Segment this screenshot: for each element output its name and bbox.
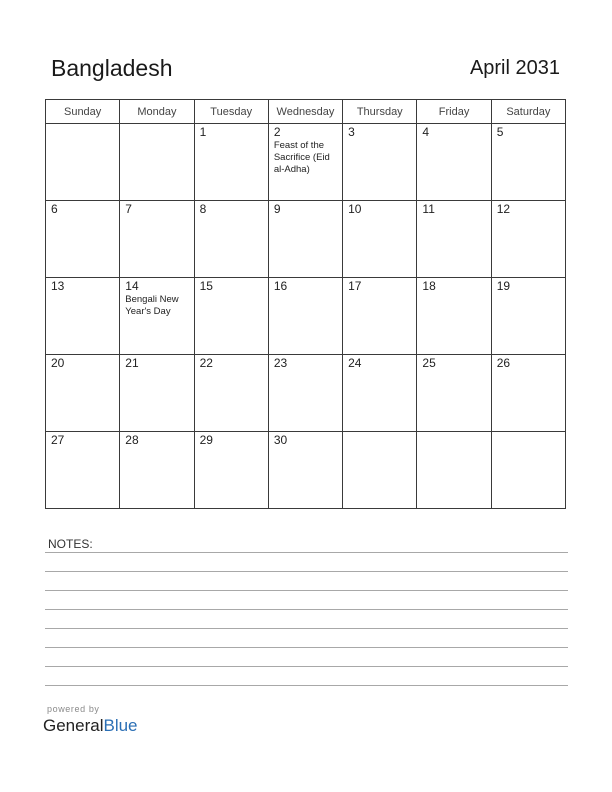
holiday-label: Feast of the Sacrifice (Eid al-Adha) xyxy=(273,140,330,175)
day-number: 19 xyxy=(496,279,511,293)
weekday-header: Monday xyxy=(120,100,194,124)
powered-by-text: powered by xyxy=(47,704,100,714)
weekday-header: Tuesday xyxy=(194,100,268,124)
day-cell xyxy=(268,432,342,509)
day-cell xyxy=(268,355,342,432)
day-number: 14 xyxy=(125,279,139,293)
day-number: 16 xyxy=(273,279,288,293)
day-number: 4 xyxy=(422,125,430,139)
day-cell xyxy=(417,278,491,355)
week-row xyxy=(46,201,566,278)
weekday-header: Saturday xyxy=(491,100,565,124)
day-number: 18 xyxy=(422,279,436,293)
brand-part-general: General xyxy=(43,716,104,735)
day-number: 28 xyxy=(125,433,139,447)
weekday-header: Thursday xyxy=(343,100,417,124)
day-cell xyxy=(343,201,417,278)
day-cell xyxy=(46,124,120,201)
holiday-label: Bengali New Year's Day xyxy=(125,294,179,317)
weekday-header-row xyxy=(46,100,566,124)
day-number: 11 xyxy=(422,202,435,216)
day-cell xyxy=(491,355,565,432)
day-number: 23 xyxy=(273,356,288,370)
note-line xyxy=(45,609,568,610)
day-number: 30 xyxy=(273,433,288,447)
day-number: 29 xyxy=(199,433,213,447)
day-cell xyxy=(120,278,194,355)
day-cell xyxy=(120,432,194,509)
day-number: 27 xyxy=(51,433,65,447)
day-cell xyxy=(268,124,342,201)
day-number: 1 xyxy=(199,125,207,139)
brand-part-blue: Blue xyxy=(103,716,138,735)
day-cell xyxy=(194,432,268,509)
day-cell xyxy=(343,432,417,509)
day-number: 25 xyxy=(422,356,436,370)
day-number: 2 xyxy=(273,125,281,139)
day-cell xyxy=(120,355,194,432)
week-row xyxy=(46,355,566,432)
week-row xyxy=(46,278,566,355)
day-cell xyxy=(46,355,120,432)
day-cell xyxy=(120,124,194,201)
day-cell xyxy=(343,124,417,201)
day-number: 13 xyxy=(51,279,65,293)
note-line xyxy=(45,590,568,591)
day-cell xyxy=(194,201,268,278)
day-cell xyxy=(46,432,120,509)
day-cell xyxy=(417,432,491,509)
weekday-header: Sunday xyxy=(46,100,120,124)
day-number: 3 xyxy=(348,125,355,139)
day-cell xyxy=(194,355,268,432)
day-cell xyxy=(194,278,268,355)
day-cell xyxy=(491,124,565,201)
day-cell xyxy=(343,278,417,355)
day-cell xyxy=(491,201,565,278)
day-number: 8 xyxy=(199,202,207,216)
month-title: April 2031 xyxy=(469,57,560,79)
day-cell xyxy=(417,355,491,432)
day-cell xyxy=(417,124,491,201)
note-line xyxy=(45,685,568,686)
day-number: 26 xyxy=(496,356,511,370)
day-number: 12 xyxy=(496,202,511,216)
day-cell xyxy=(120,201,194,278)
note-line xyxy=(45,552,568,553)
day-cell xyxy=(491,432,565,509)
note-line xyxy=(45,666,568,667)
country-title: Bangladesh xyxy=(51,55,173,81)
day-cell xyxy=(343,355,417,432)
weekday-header: Friday xyxy=(417,100,491,124)
note-line xyxy=(45,571,568,572)
day-number: 6 xyxy=(51,202,58,216)
note-line xyxy=(45,628,568,629)
day-cell xyxy=(46,201,120,278)
week-row xyxy=(46,124,566,201)
weekday-header: Wednesday xyxy=(268,100,342,124)
day-number: 5 xyxy=(496,125,504,139)
day-number: 7 xyxy=(125,202,132,216)
day-cell xyxy=(417,201,491,278)
day-number: 9 xyxy=(273,202,281,216)
day-cell xyxy=(268,201,342,278)
day-cell xyxy=(491,278,565,355)
day-number: 21 xyxy=(125,356,139,370)
day-cell xyxy=(46,278,120,355)
week-row xyxy=(46,432,566,509)
day-number: 17 xyxy=(348,279,362,293)
day-number: 20 xyxy=(51,356,65,370)
day-cell xyxy=(268,278,342,355)
day-cell xyxy=(194,124,268,201)
day-number: 24 xyxy=(348,356,362,370)
note-line xyxy=(45,647,568,648)
day-number: 22 xyxy=(199,356,213,370)
notes-label: NOTES: xyxy=(48,537,93,551)
calendar-grid xyxy=(45,99,566,509)
brand-logo xyxy=(43,716,138,736)
day-number: 15 xyxy=(199,279,213,293)
day-number: 10 xyxy=(348,202,362,216)
